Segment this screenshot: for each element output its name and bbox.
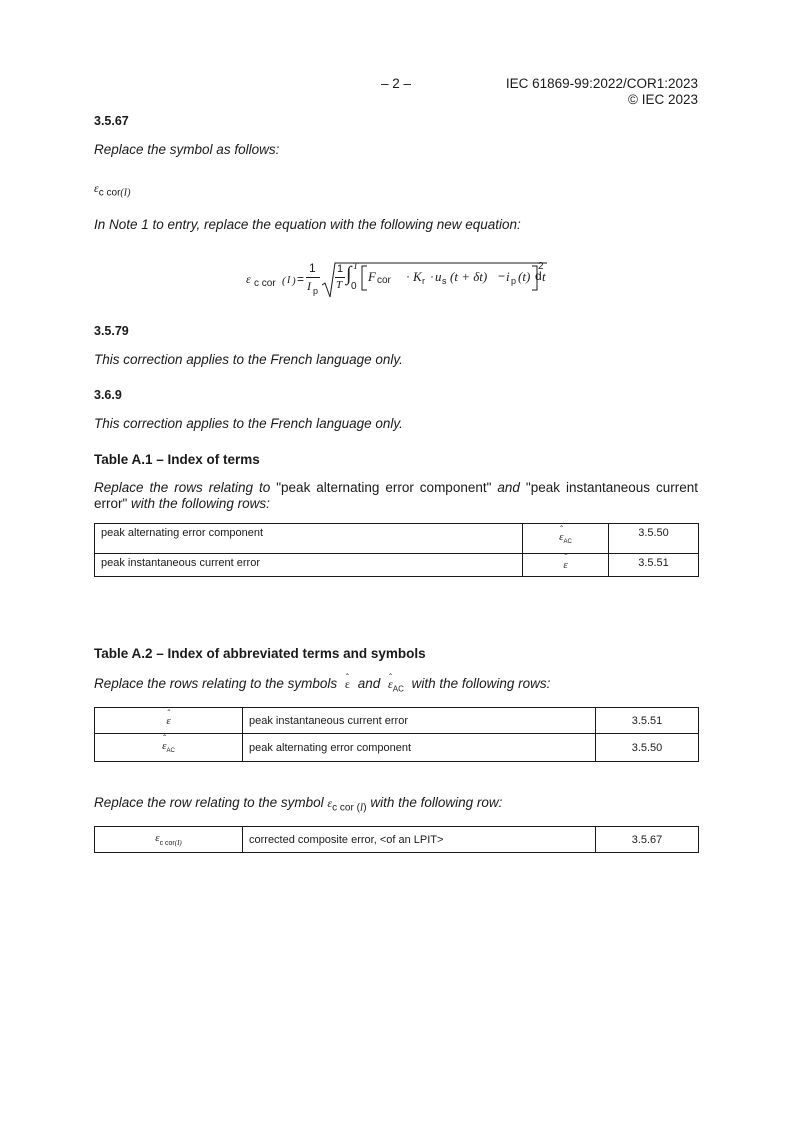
inline-eps-hat: ˆ ε [345, 676, 350, 692]
term-cell: peak alternating error component [95, 524, 523, 554]
eq-frac2-den-T: T [336, 279, 343, 291]
table-a1 [94, 523, 699, 577]
term-cell: peak instantaneous current error [243, 708, 596, 734]
eq-frac2-bar [335, 277, 345, 278]
eps-hat-symbol: ˆ ε [563, 559, 567, 571]
clause-heading-3-5-67: 3.5.67 [94, 114, 129, 128]
symbol-cell [95, 708, 243, 734]
eps-hat-symbol: ˆ ε [559, 531, 563, 543]
eq-sub-c-cor: c cor [254, 278, 276, 289]
standard-reference: IEC 61869-99:2022/COR1:2023 [505, 76, 698, 91]
eq-equals: = [297, 272, 305, 286]
eps-hat-symbol: ˆ ε [166, 715, 170, 727]
clause-cell: 3.5.50 [609, 524, 699, 554]
table-a2-title: Table A.2 – Index of abbreviated terms and symbols [94, 646, 426, 661]
left-bracket-icon [360, 265, 368, 291]
symbol-cell [95, 734, 243, 762]
eq-dt-t: t [542, 269, 546, 284]
eq-u-sub-s: s [442, 276, 447, 286]
eq-F-sub-cor: cor [377, 275, 391, 286]
eq-frac1-bar [306, 277, 320, 278]
table-a1-instruction: Replace the rows relating to "peak alternating error component" and "peak instantaneous current error" with the following rows: [94, 480, 699, 511]
clause-cell: 3.5.51 [596, 708, 699, 734]
table-a1-title: Table A.1 – Index of terms [94, 452, 260, 467]
symbol-sub-ac: AC [166, 748, 175, 755]
eq-exp-2: 2 [538, 261, 544, 272]
table-a2-instruction: Replace the rows relating to the symbols ˆ ε and ˆ $\varepsilon_{AC}$ with the following rows: [94, 676, 550, 698]
eps-hat-symbol: ˆ ε [162, 740, 166, 752]
eq-int-upper-T: T [353, 261, 359, 271]
eq-sub-paren-open: ( [282, 275, 286, 287]
symbol-cell [523, 524, 609, 554]
clause-heading-3-6-9: 3.6.9 [94, 388, 122, 402]
eps-symbol: ε [155, 832, 160, 845]
clause-cell: 3.5.50 [596, 734, 699, 762]
eq-F: F [368, 269, 376, 284]
symbol-subscript: c cor(I) [98, 187, 131, 199]
equation-corrected-composite-error [246, 255, 556, 301]
integral-sign-icon: ∫ [346, 263, 352, 285]
table-row [95, 827, 699, 853]
instruction-french-only-2: This correction applies to the French language only. [94, 416, 403, 431]
eq-sub-paren-close: ) [292, 275, 296, 287]
page-number: – 2 – [381, 76, 412, 91]
eq-i-sub-p: p [511, 276, 517, 286]
eq-frac1-den-I: I [307, 279, 311, 293]
inline-eps-hat-ac: ˆ $\varepsilon_{AC}$ [388, 676, 404, 691]
symbol-sub-ac: AC [563, 539, 572, 546]
table-row [95, 524, 699, 554]
copyright-line: © IEC 2023 [628, 92, 698, 107]
eq-frac1-num: 1 [309, 261, 316, 275]
symbol-eps-c-cor-I [94, 181, 130, 198]
eq-i: i [506, 269, 510, 284]
symbol-epsilon: ε [94, 181, 99, 195]
eq-d: d [535, 269, 542, 283]
eq-sub-I: I [287, 275, 291, 286]
clause-heading-3-5-79: 3.5.79 [94, 324, 129, 338]
instruction-replace-symbol: Replace the symbol as follows: [94, 142, 280, 157]
eq-frac1-den-p: p [313, 286, 319, 296]
term-cell: peak alternating error component [243, 734, 596, 762]
table-row [95, 734, 699, 762]
table-a2 [94, 707, 699, 762]
table-a3 [94, 826, 699, 853]
clause-cell: 3.5.51 [609, 554, 699, 577]
eq-K: K [413, 269, 422, 284]
eq-dot2: · [430, 269, 434, 283]
eq-frac2-num: 1 [337, 263, 344, 275]
clause-cell: 3.5.67 [596, 827, 699, 853]
eq-u: u [435, 269, 442, 284]
term-cell: corrected composite error, <of an LPIT> [243, 827, 596, 853]
eq-arg-t: (t) [518, 269, 531, 284]
symbol-cell [523, 554, 609, 577]
table-row [95, 554, 699, 577]
eq-epsilon: ε [246, 272, 251, 286]
eq-K-sub-r: r [422, 276, 425, 286]
eq-int-lower-0: 0 [351, 281, 357, 292]
term-cell: peak instantaneous current error [95, 554, 523, 577]
eq-arg-t-dt: (t + δt) [450, 269, 488, 284]
inline-eps-c-cor-I: $\varepsilon_{c cor (I)}$ [327, 796, 367, 814]
table-a3-instruction: Replace the row relating to the symbol $\varepsilon_{c cor (I)}$ with the following row: [94, 795, 503, 814]
eq-minus: − [498, 269, 506, 283]
instruction-french-only-1: This correction applies to the French language only. [94, 352, 403, 367]
eq-dot1: · [406, 269, 410, 283]
symbol-cell: $\varepsilon_{c cor(I)}$ [95, 827, 243, 853]
instruction-note-equation: In Note 1 to entry, replace the equation with the following new equation: [94, 217, 521, 232]
table-row [95, 708, 699, 734]
